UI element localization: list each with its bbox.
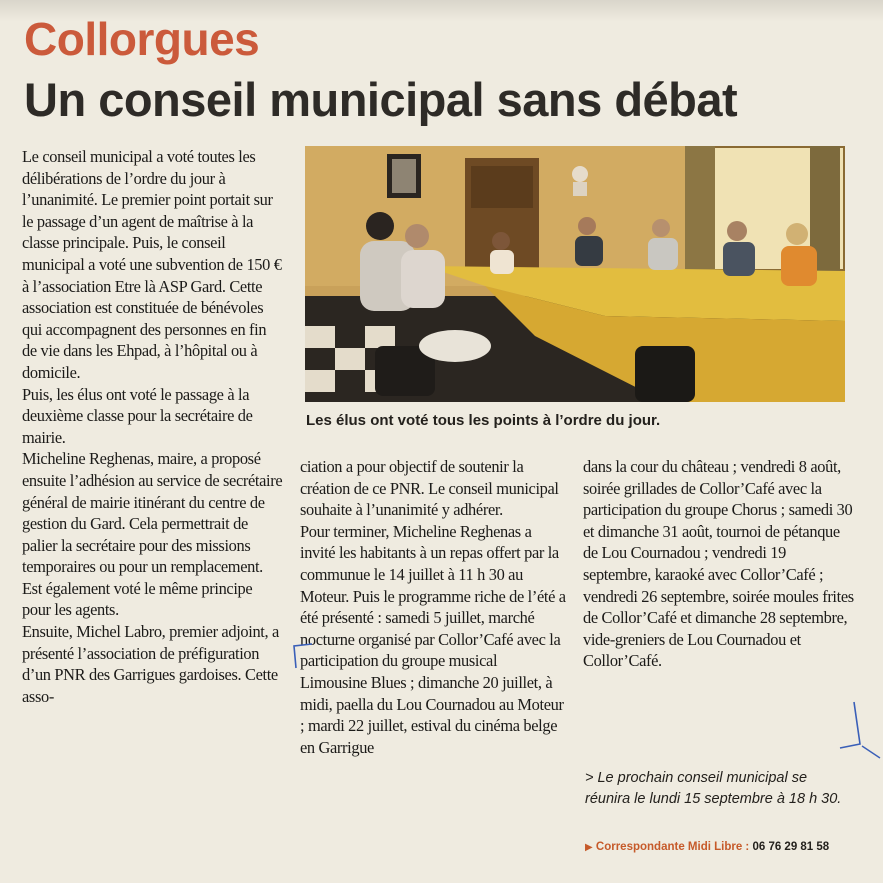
pen-mark-bracket-left <box>286 640 316 670</box>
paragraph: Pour terminer, Micheline Reghenas a invité les habitants à un repas offert par la communue le 14 juillet à 11 h 30 au Moteur. Puis le programme riche de l’été a été présenté : samedi 5 juillet, marché nocturne organisé par Collor’Café avec la participation du groupe musical Limousine Blues ; dimanche 20 juillet, à midi, paella du Lou Cournadou au Moteur ; mardi 22 juillet, estival du cinéma belge en Garrigue <box>300 521 566 757</box>
correspondent-credit <box>585 838 875 857</box>
next-meeting-note: > Le prochain conseil municipal se réunira le lundi 15 septembre à 18 h 30. <box>585 770 842 807</box>
paragraph: dans la cour du château ; vendredi 8 août, soirée grillades de Collor’Café avec la participation du groupe Chorus ; samedi 30 et dimanche 31 août, tournoi de pétanque de Lou Cournadou ; vendredi 19 septembre, karaoké avec Collor’Café ; vendredi 26 septembre, soirée moules frites de Collor’Café et dimanche 28 septembre, vide-greniers de Lou Cournadou et Collor’Café. <box>583 457 854 671</box>
credit-phone: 06 76 29 81 58 <box>752 841 830 853</box>
text-column-3 <box>583 456 855 672</box>
paragraph: Puis, les élus ont voté le passage à la deuxième classe pour la secrétaire de mairie. <box>22 384 253 447</box>
photo-caption: Les élus ont voté tous les points à l’ordre du jour. <box>306 412 661 429</box>
triangle-bullet-icon: ▶ <box>585 842 593 853</box>
article-photo <box>305 146 845 402</box>
council-meeting-photo <box>305 146 845 402</box>
pen-mark-bracket-right <box>838 700 883 760</box>
credit-label: Correspondante Midi Libre : <box>595 841 750 853</box>
paragraph: ciation a pour objectif de soutenir la création de ce PNR. Le conseil municipal souhaite à l’unanimité y adhérer. <box>300 457 559 520</box>
article-kicker: Collorgues <box>24 13 260 65</box>
text-column-1 <box>22 146 284 707</box>
paragraph: Micheline Reghenas, maire, a proposé ensuite l’adhésion au service de secrétaire général de mairie itinérant du centre de gestion du Gard. Cela permettrait de palier la secrétaire pour des missions temporaires ou pour un remplacement. Est également voté le même principe pour les agents. <box>22 449 283 620</box>
paragraph: Ensuite, Michel Labro, premier adjoint, a présenté l’association de préfiguration d’un PNR des Garrigues gardoises. Cette asso- <box>22 622 279 706</box>
article-headline: Un conseil municipal sans débat <box>24 73 738 126</box>
text-column-2 <box>300 456 566 758</box>
paragraph: Le conseil municipal a voté toutes les délibérations de l’ordre du jour à l’unanimité. Le premier point portait sur le passage d’un agent de maîtrise à la classe principale. Puis, le conseil municipal a voté une subvention de 150 € à l’association Etre là ASP Gard. Cette association est constituée de bénévoles qui accompagnent des personnes en fin de vie dans les Ehpad, à l’hôpital ou à domicile. <box>22 147 282 382</box>
